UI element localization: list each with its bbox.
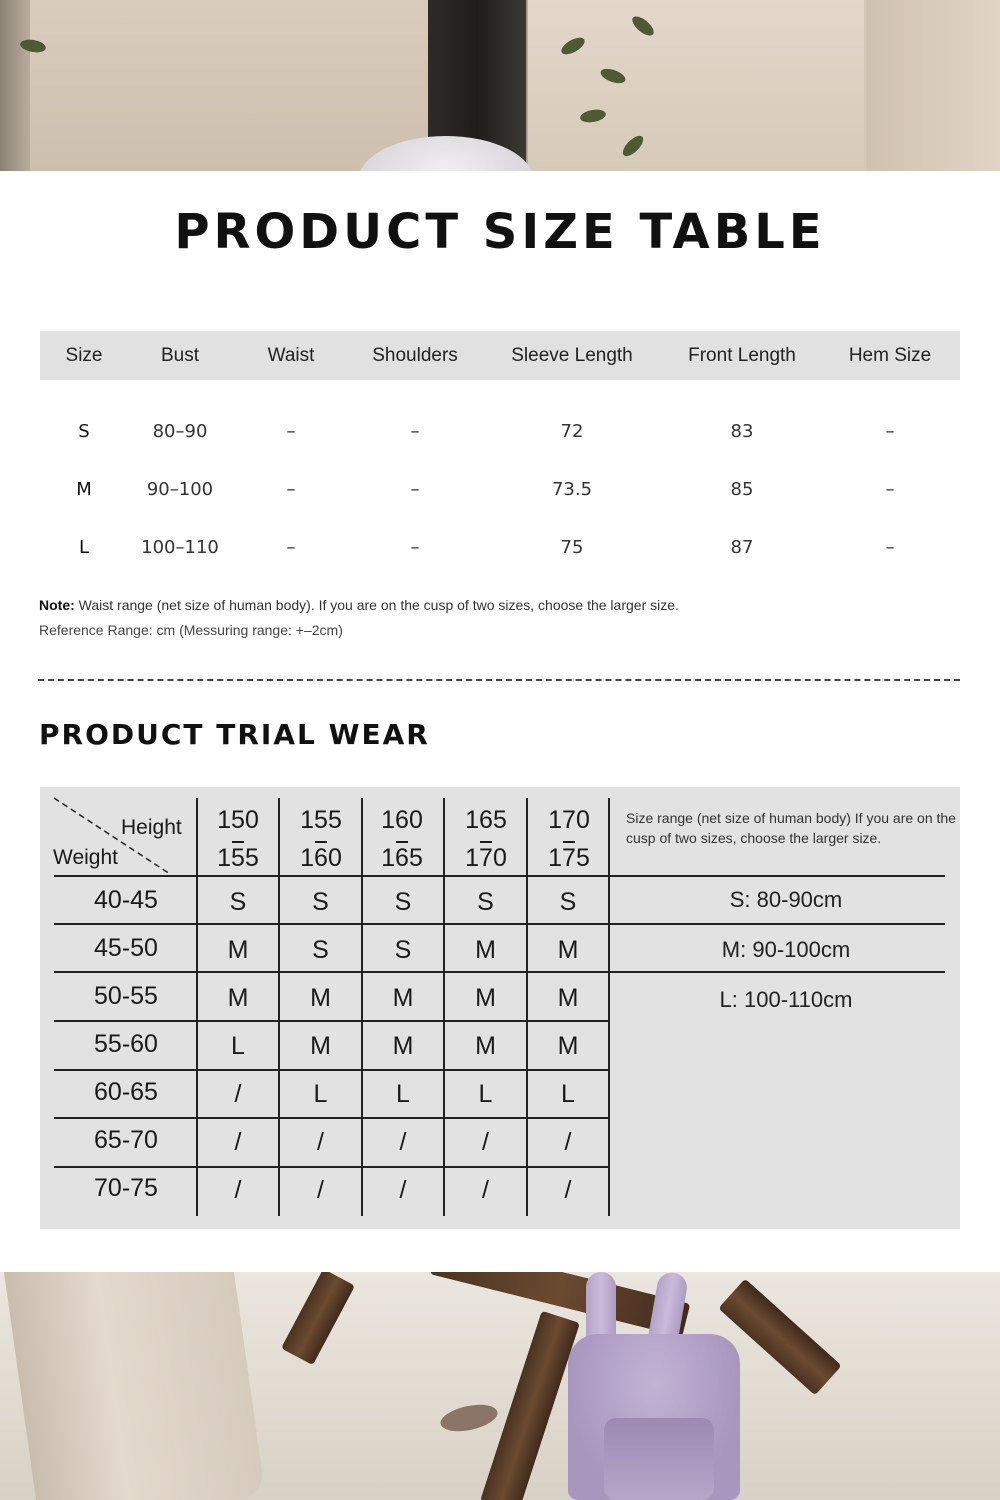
size-cell: S: [312, 888, 329, 916]
size-cell: M: [557, 1032, 579, 1060]
weight-cell: 55-60: [94, 1030, 158, 1058]
weight-cell: 40-45: [94, 886, 158, 914]
height-range-bottom: 165: [381, 844, 423, 872]
sleeve-cell: 72: [560, 421, 584, 442]
size-cell: S: [559, 888, 577, 916]
size-cell: /: [482, 1128, 489, 1156]
size-cell: /: [317, 1176, 324, 1204]
size-cell: M: [392, 984, 414, 1012]
size-range-l: L: 100-110cm: [719, 987, 853, 1012]
size-table-header: [40, 331, 960, 380]
size-cell: S: [229, 888, 247, 916]
height-range-bottom: 160: [300, 844, 342, 872]
header-bust: Bust: [160, 345, 200, 366]
header-hem-size: Hem Size: [848, 345, 932, 366]
height-range-separator: [480, 841, 492, 843]
size-cell: M: [310, 984, 331, 1012]
size-cell: S: [394, 936, 412, 964]
front-length-cell: 87: [730, 537, 754, 558]
height-range-top: 150: [217, 806, 259, 834]
size-cell: M: [475, 984, 496, 1012]
wall-left: [30, 0, 430, 171]
weight-cell: 50-55: [94, 982, 158, 1010]
height-range-separator: [232, 841, 244, 843]
size-cell: M: [227, 936, 249, 964]
height-range-top: 165: [465, 806, 507, 834]
trial-wear-title: PRODUCT TRIAL WEAR: [39, 718, 430, 751]
height-range-top: 160: [381, 806, 423, 834]
size-range-m: M: 90-100cm: [721, 937, 851, 962]
stool-leg: [480, 1311, 580, 1500]
hem-cell: –: [885, 421, 895, 442]
size-cell: L: [396, 1080, 410, 1108]
size-range-s: S: 80-90cm: [729, 887, 843, 912]
grid-line: [54, 971, 945, 973]
shoulders-cell: –: [410, 537, 420, 558]
grid-line: [54, 1117, 610, 1119]
weight-cell: 70-75: [94, 1174, 158, 1202]
pillar: [866, 0, 1000, 171]
page-title: PRODUCT SIZE TABLE: [174, 204, 826, 260]
size-cell: /: [317, 1128, 324, 1156]
size-cell: L: [231, 1032, 245, 1060]
bust-cell: 90–100: [146, 479, 214, 500]
shoulders-cell: –: [410, 421, 420, 442]
size-cell: /: [399, 1176, 407, 1204]
hem-cell: –: [885, 537, 895, 558]
dry-leaf: [438, 1400, 500, 1436]
size-cell: M: [76, 479, 92, 500]
top-product-photo: [0, 0, 1000, 171]
note-text: Waist range (net size of human body). If you are on the cusp of two sizes, choose the larger size.: [74, 597, 679, 613]
reference-range: Reference Range: cm (Messuring range: +–2cm): [39, 622, 343, 638]
corner-height-label: Height: [121, 816, 182, 839]
weight-cell: 45-50: [94, 934, 158, 962]
header-sleeve-length: Sleeve Length: [511, 345, 633, 366]
height-range-bottom: 155: [217, 844, 259, 872]
waist-cell: –: [286, 479, 296, 500]
height-range-top: 170: [548, 806, 590, 834]
height-range-separator: [563, 841, 575, 843]
grid-line: [54, 1069, 610, 1071]
front-length-cell: 83: [730, 421, 754, 442]
header-waist: Waist: [267, 345, 315, 366]
weight-cell: 60-65: [94, 1078, 158, 1106]
wall-right: [528, 0, 864, 171]
size-cell: L: [78, 537, 90, 558]
size-cell: /: [564, 1128, 572, 1156]
grid-line: [54, 1166, 610, 1168]
bust-cell: 80–90: [152, 421, 208, 442]
height-range-separator: [396, 841, 408, 843]
sleeve-cell: 73.5: [551, 479, 593, 500]
bag-inner: [604, 1418, 714, 1500]
stool-leg: [281, 1272, 355, 1365]
size-cell: /: [482, 1176, 489, 1204]
size-cell: L: [478, 1080, 493, 1108]
shoulders-cell: –: [410, 479, 420, 500]
size-cell: M: [475, 936, 496, 964]
size-cell: /: [234, 1176, 242, 1204]
trouser-leg: [4, 1272, 266, 1500]
grid-line: [54, 923, 945, 925]
size-cell: S: [477, 888, 494, 916]
size-cell: S: [312, 936, 329, 964]
size-cell: S: [394, 888, 412, 916]
header-shoulders: Shoulders: [372, 345, 458, 366]
size-cell: /: [564, 1176, 572, 1204]
size-cell: M: [392, 1032, 414, 1060]
size-cell: M: [475, 1032, 496, 1060]
size-note: [39, 597, 679, 613]
bust-cell: 100–110: [141, 537, 219, 558]
height-range-bottom: 175: [548, 844, 590, 872]
height-range-bottom: 170: [465, 844, 507, 872]
size-cell: S: [78, 421, 90, 442]
grid-line: [608, 798, 610, 1216]
note-label: Note:: [39, 597, 75, 613]
hem-cell: –: [885, 479, 895, 500]
front-length-cell: 85: [730, 479, 754, 500]
size-cell: M: [310, 1032, 331, 1060]
size-cell: L: [561, 1080, 575, 1108]
dashed-divider: [38, 679, 960, 681]
size-cell: M: [227, 984, 249, 1012]
grid-line: [54, 875, 945, 877]
height-range-separator: [315, 841, 327, 843]
size-cell: L: [313, 1080, 328, 1108]
size-cell: /: [234, 1128, 242, 1156]
header-size: Size: [65, 345, 103, 366]
corner-weight-label: Weight: [53, 846, 118, 869]
size-cell: M: [557, 936, 579, 964]
waist-cell: –: [286, 537, 296, 558]
weight-cell: 65-70: [94, 1126, 158, 1154]
size-cell: /: [234, 1080, 242, 1108]
sleeve-cell: 75: [560, 537, 584, 558]
waist-cell: –: [286, 421, 296, 442]
size-cell: M: [557, 984, 579, 1012]
height-range-top: 155: [300, 806, 342, 834]
bottom-product-photo: [0, 1272, 1000, 1500]
header-front-length: Front Length: [688, 345, 796, 366]
size-cell: /: [399, 1128, 407, 1156]
grid-line: [54, 1020, 610, 1022]
trial-size-note: Size range (net size of human body) If you are on the cusp of two sizes, choose the larger size.: [626, 810, 956, 846]
